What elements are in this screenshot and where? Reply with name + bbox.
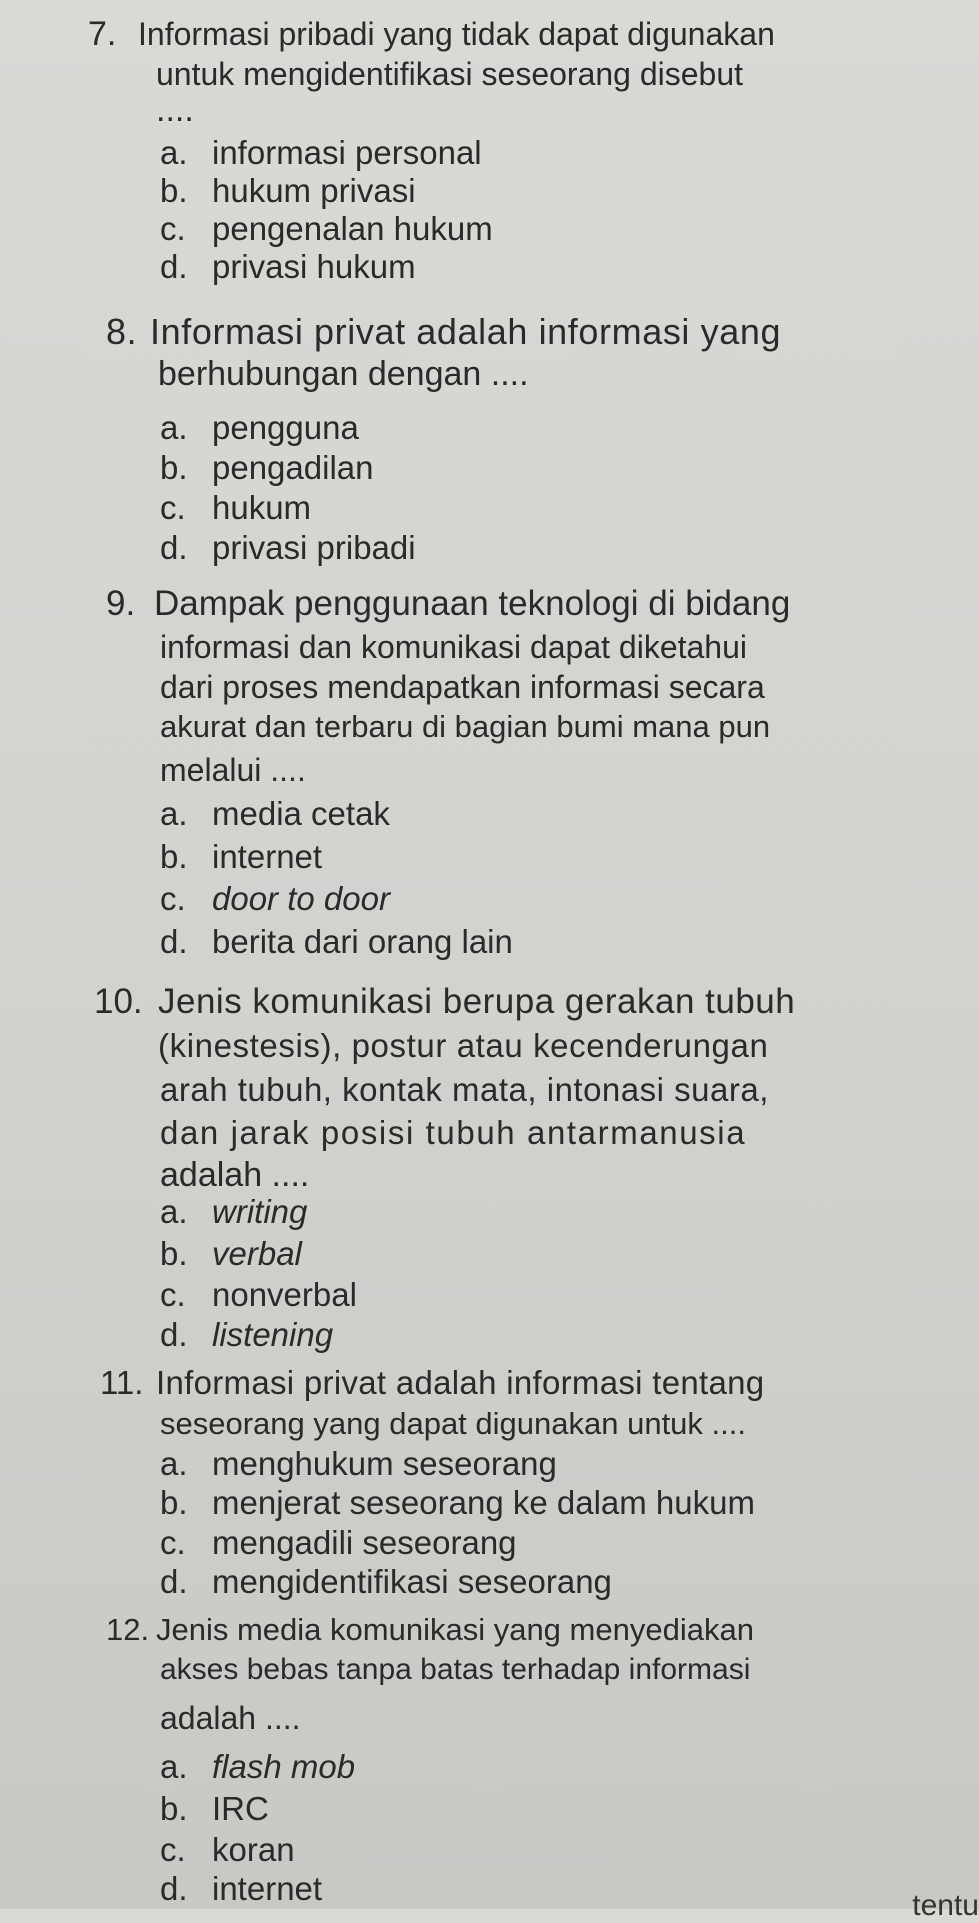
question-8-line-2: berhubungan dengan .... — [158, 355, 529, 393]
question-11-option-d[interactable]: d. mengidentifikasi seseorang — [160, 1563, 612, 1600]
question-7-option-d[interactable]: d. privasi hukum — [160, 248, 416, 285]
question-11-number: 11. — [100, 1364, 144, 1401]
question-8-option-a[interactable]: a. pengguna — [160, 409, 359, 446]
question-9-option-b[interactable]: b. internet — [160, 838, 323, 875]
question-11-option-a[interactable]: a. menghukum seseorang — [160, 1445, 557, 1482]
question-7-line-2: untuk mengidentifikasi seseorang disebut — [156, 56, 744, 92]
question-8-option-d[interactable]: d. privasi pribadi — [160, 529, 416, 566]
question-9-option-a[interactable]: a. media cetak — [160, 795, 390, 832]
question-12-option-c[interactable]: c. koran — [160, 1831, 295, 1868]
question-7-option-c[interactable]: c. pengenalan hukum — [160, 210, 493, 247]
question-11-line-1: Informasi privat adalah informasi tentang — [156, 1364, 765, 1401]
question-10-option-d[interactable]: d. listening — [160, 1316, 334, 1353]
question-7-line-1: Informasi pribadi yang tidak dapat digunakan — [138, 16, 775, 52]
question-12-line-3: adalah .... — [160, 1700, 301, 1736]
question-8-number: 8. — [106, 311, 138, 352]
question-10-line-5: adalah .... — [160, 1156, 310, 1194]
question-12-number: 12. — [106, 1612, 150, 1647]
question-9-option-c[interactable]: c. door to door — [160, 880, 390, 917]
question-12-option-a[interactable]: a. flash mob — [160, 1748, 356, 1785]
question-10-line-4: dan jarak posisi tubuh antarmanusia — [160, 1114, 747, 1151]
question-7-line-3: .... — [156, 91, 194, 129]
question-9-line-4: akurat dan terbaru di bagian bumi mana pun — [160, 709, 771, 744]
question-7-option-a[interactable]: a. informasi personal — [160, 134, 482, 171]
question-8-option-c[interactable]: c. hukum — [160, 489, 312, 526]
question-9-number: 9. — [106, 584, 136, 623]
question-9-line-3: dari proses mendapatkan informasi secara — [160, 669, 765, 705]
question-10-option-b[interactable]: b. verbal — [160, 1235, 302, 1272]
question-12-option-d[interactable]: d. internet — [160, 1870, 323, 1907]
question-10-number: 10. — [94, 982, 143, 1021]
question-9-line-5: melalui .... — [160, 752, 306, 788]
question-11-option-b[interactable]: b. menjerat seseorang ke dalam hukum — [160, 1484, 755, 1521]
question-11-option-c[interactable]: c. mengadili seseorang — [160, 1524, 517, 1561]
question-12-line-1: Jenis media komunikasi yang menyediakan — [156, 1612, 754, 1647]
question-9-option-d[interactable]: d. berita dari orang lain — [160, 923, 513, 960]
bottom-cut-text: tentu — [912, 1889, 979, 1922]
question-7-option-b[interactable]: b. hukum privasi — [160, 172, 416, 209]
question-10-option-c[interactable]: c. nonverbal — [160, 1276, 357, 1313]
question-9-line-2: informasi dan komunikasi dapat diketahui — [160, 629, 747, 665]
question-11-line-2: seseorang yang dapat digunakan untuk .... — [160, 1406, 746, 1441]
question-10-line-1: Jenis komunikasi berupa gerakan tubuh — [158, 982, 796, 1021]
question-12-line-2: akses bebas tanpa batas terhadap informasi — [160, 1653, 751, 1686]
question-10-line-3: arah tubuh, kontak mata, intonasi suara, — [160, 1071, 769, 1108]
question-12-option-b[interactable]: b. IRC — [160, 1790, 269, 1827]
question-8-option-b[interactable]: b. pengadilan — [160, 449, 374, 486]
question-10-option-a[interactable]: a. writing — [160, 1193, 308, 1230]
question-10-line-2: (kinestesis), postur atau kecenderungan — [158, 1027, 769, 1064]
question-9-line-1: Dampak penggunaan teknologi di bidang — [154, 584, 791, 623]
question-8-line-1: Informasi privat adalah informasi yang — [150, 311, 782, 352]
question-7-number: 7. — [88, 15, 117, 53]
